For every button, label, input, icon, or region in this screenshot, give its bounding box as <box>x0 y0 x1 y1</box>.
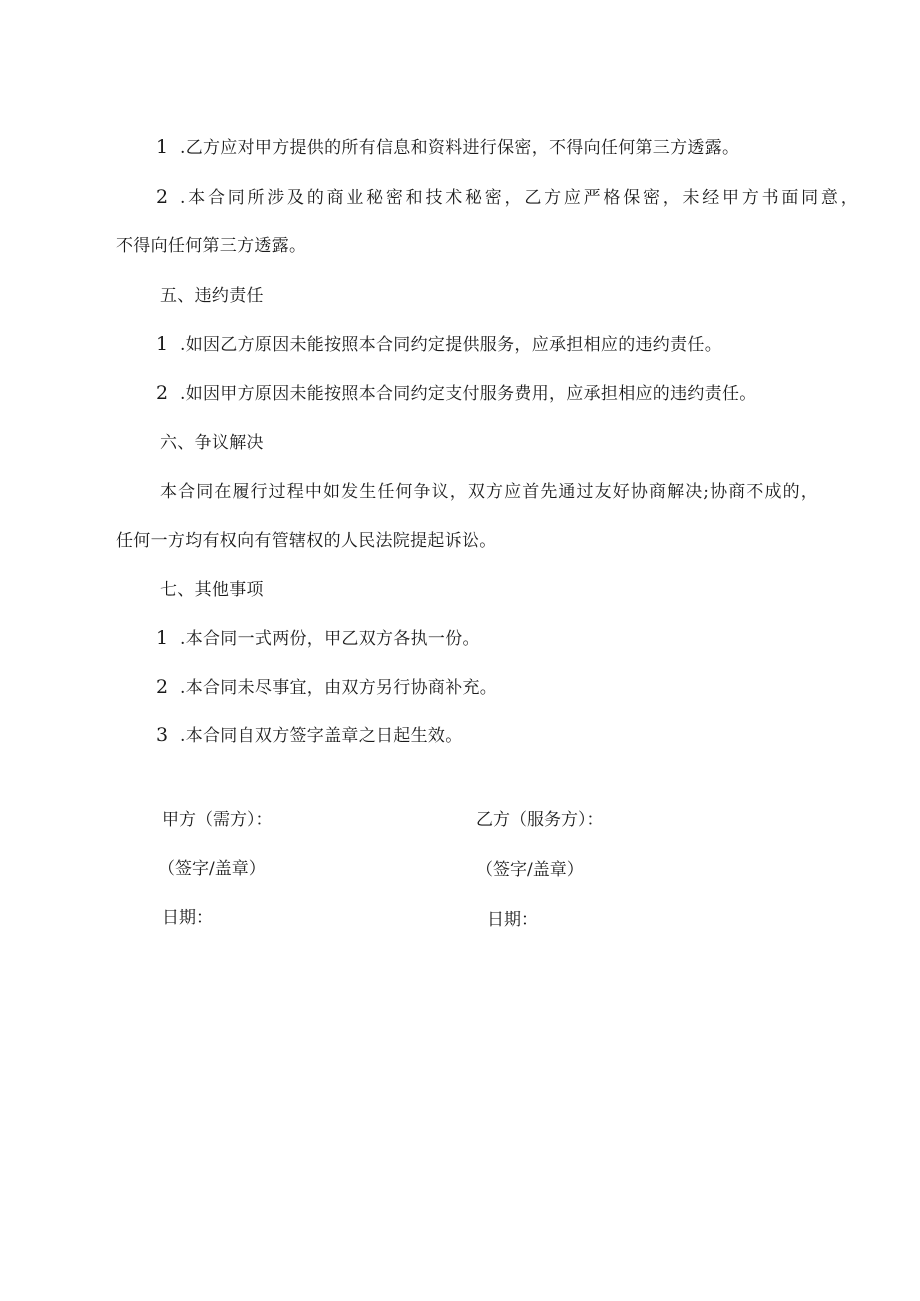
confidentiality-item-1 <box>156 135 739 160</box>
item-number: 1 <box>156 627 169 649</box>
item-text: .乙方应对甲方提供的所有信息和资料进行保密，不得向任何第三方透露。 <box>180 138 740 158</box>
item-number: 2 <box>156 382 169 404</box>
item-text: .本合同未尽事宜，由双方另行协商补充。 <box>180 678 498 698</box>
section-heading-liability: 五、违约责任 <box>160 286 264 306</box>
liability-item-2 <box>156 381 757 406</box>
other-item-3 <box>156 723 463 748</box>
item-text: .本合同一式两份，甲乙双方各执一份。 <box>180 629 480 649</box>
item-text: 不得向任何第三方透露。 <box>116 236 307 256</box>
item-number: 2 <box>156 186 169 208</box>
item-text: .本合同自双方签字盖章之日起生效。 <box>180 726 463 746</box>
other-item-2 <box>156 675 497 700</box>
item-number: 1 <box>156 136 169 158</box>
item-text: .本合同所涉及的商业秘密和技术秘密，乙方应严格保密，未经甲方书面同意， <box>180 188 858 208</box>
item-number: 1 <box>156 333 169 355</box>
item-text: .如因乙方原因未能按照本合同约定提供服务，应承担相应的违约责任。 <box>180 335 723 355</box>
confidentiality-item-2-line-2 <box>116 234 306 258</box>
section-heading-other: 七、其他事项 <box>160 580 264 600</box>
party-a-signature: （签字/盖章） <box>158 859 266 879</box>
party-a-label: 甲方（需方）： <box>162 810 273 830</box>
item-text: .如因甲方原因未能按照本合同约定支付服务费用，应承担相应的违约责任。 <box>180 384 757 404</box>
party-b-label: 乙方（服务方）： <box>476 810 604 830</box>
liability-item-1 <box>156 332 722 357</box>
party-b-signature: （签字/盖章） <box>476 860 584 880</box>
party-b-date: 日期： <box>487 910 538 930</box>
other-item-1 <box>156 626 480 651</box>
section-heading-dispute: 六、争议解决 <box>160 433 264 453</box>
item-number: 2 <box>156 676 169 698</box>
confidentiality-item-2-line-1 <box>156 185 858 210</box>
item-number: 3 <box>156 724 169 746</box>
dispute-text-line-2: 任何一方均有权向有管辖权的人民法院提起诉讼。 <box>116 531 497 551</box>
party-a-date: 日期： <box>162 908 213 928</box>
dispute-text-line-1: 本合同在履行过程中如发生任何争议，双方应首先通过友好协商解决;协商不成的， <box>160 482 818 502</box>
